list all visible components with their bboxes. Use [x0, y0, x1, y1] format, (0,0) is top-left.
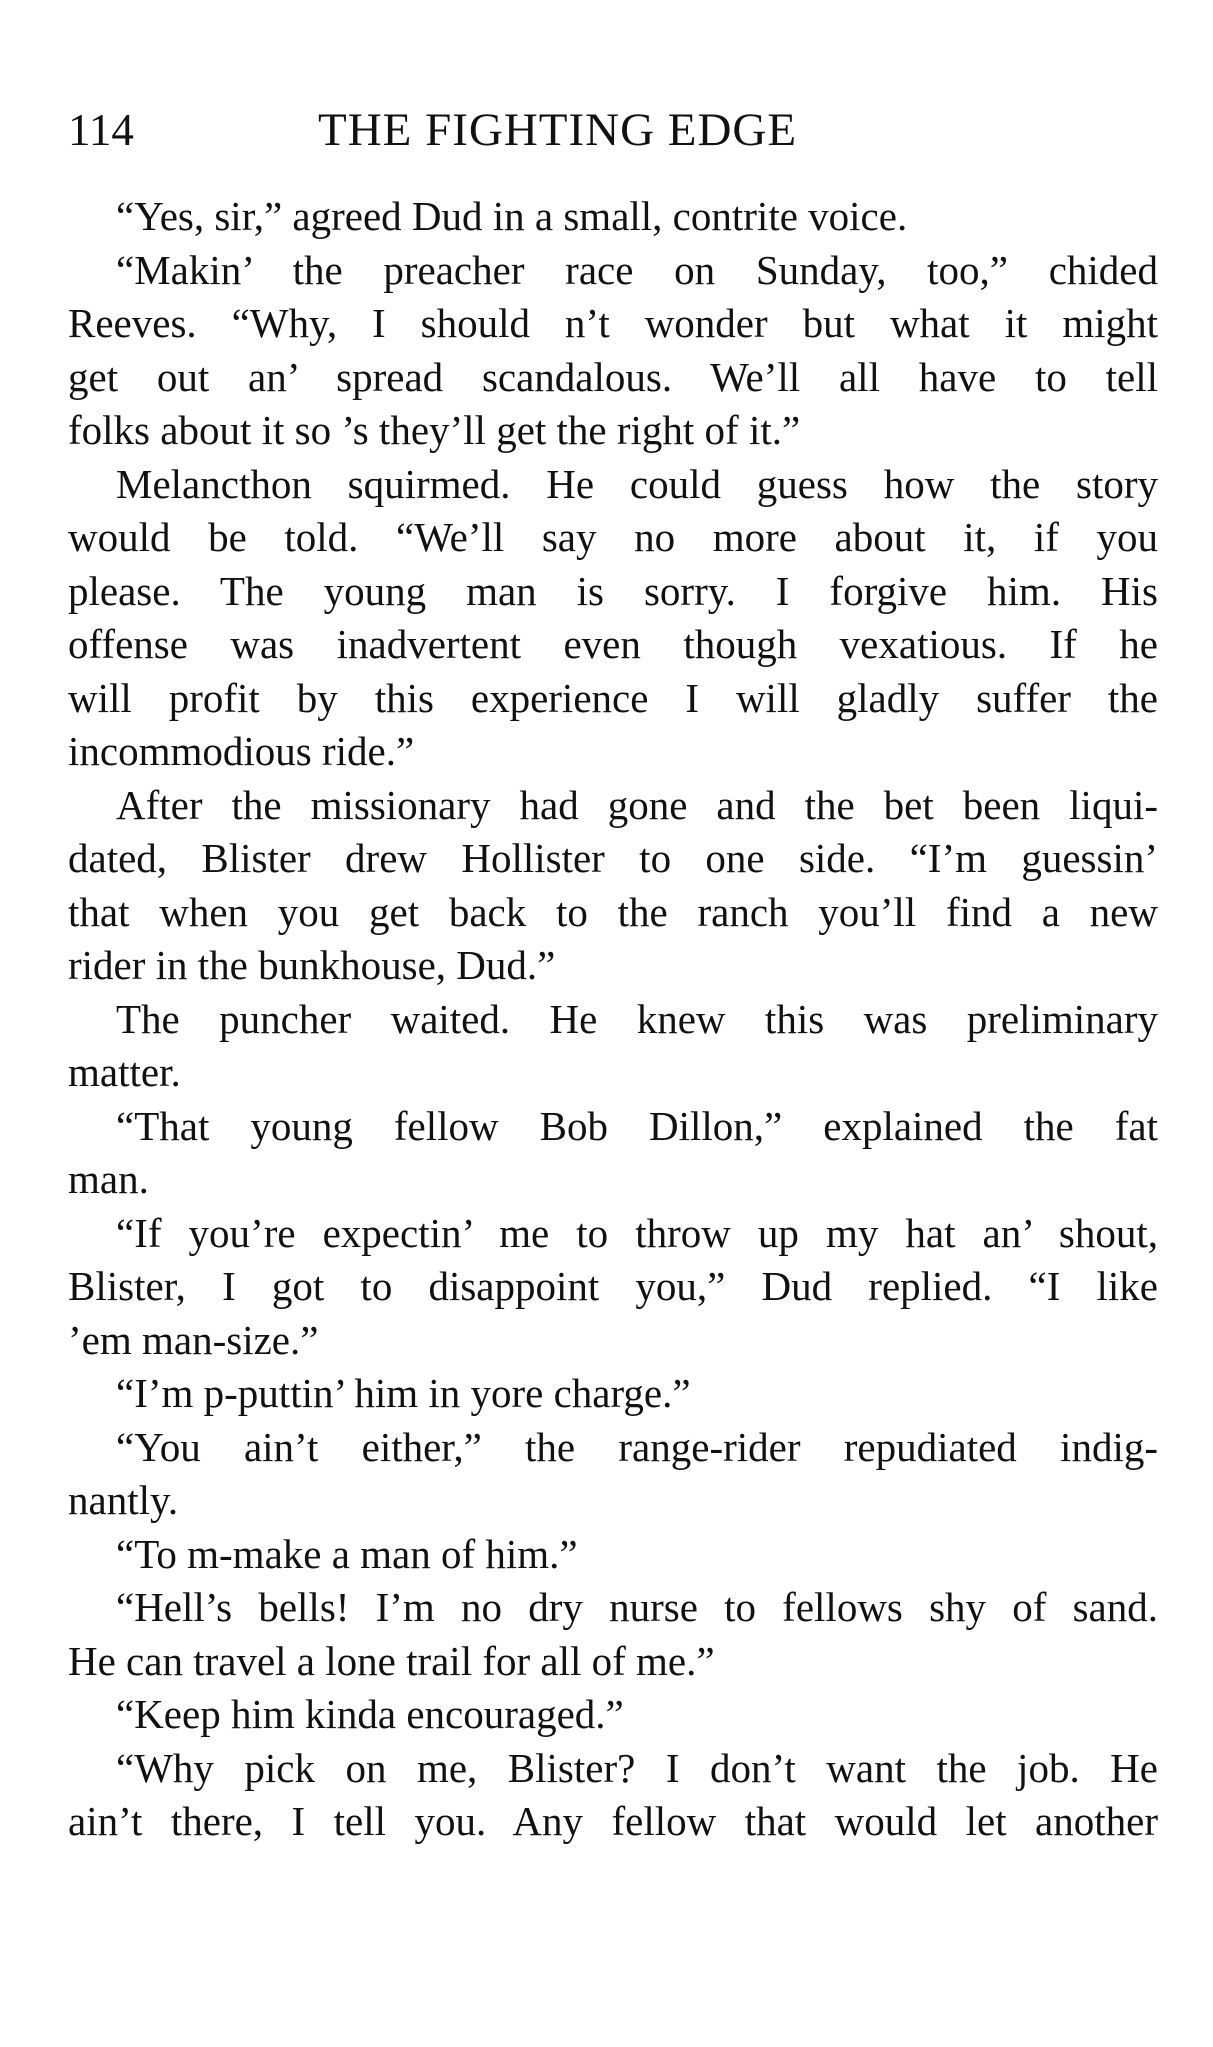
text-line: offense was inadvertent even though vexatious. If he — [68, 621, 1158, 667]
text-line: would be told. “We’ll say no more about it, if you — [68, 514, 1158, 560]
text-line: “Why pick on me, Blister? I don’t want the job. He — [116, 1744, 1158, 1791]
text-line: get out an’ spread scandalous. We’ll all have to tell — [68, 353, 1158, 400]
text-line: He can travel a lone trail for all of me.” — [68, 1637, 715, 1684]
text-line: will profit by this experience I will gladly suffer the — [68, 674, 1158, 721]
text-line: rider in the bunkhouse, Dud.” — [68, 942, 556, 988]
text-line: Reeves. “Why, I should n’t wonder but what it might — [68, 300, 1158, 346]
text-line: “Yes, sir,” agreed Dud in a small, contrite voice. — [116, 193, 908, 239]
text-line: “If you’re expectin’ me to throw up my hat an’ shout, — [116, 1209, 1158, 1256]
text-line: folks about it so ’s they’ll get the right of it.” — [68, 407, 801, 453]
text-line: that when you get back to the ranch you’ll find a new — [68, 888, 1158, 935]
text-line: matter. — [68, 1049, 181, 1095]
text-line: “You ain’t either,” the range-rider repudiated indig- — [116, 1423, 1158, 1470]
text-line: “Keep him kinda encouraged.” — [116, 1691, 624, 1737]
text-line: After the missionary had gone and the bet been liqui- — [116, 781, 1158, 828]
body-text — [68, 190, 1158, 1849]
text-line: “Makin’ the preacher race on Sunday, too,” chided — [116, 246, 1158, 293]
text-line: dated, Blister drew Hollister to one side. “I’m guessin’ — [68, 835, 1158, 881]
text-line: “Hell’s bells! I’m no dry nurse to fellows shy of sand. — [116, 1584, 1158, 1630]
text-line: ain’t there, I tell you. Any fellow that would let another — [68, 1798, 1158, 1844]
text-line: The puncher waited. He knew this was preliminary — [116, 995, 1158, 1042]
page-header — [68, 95, 1158, 165]
text-line: Melancthon squirmed. He could guess how the story — [116, 460, 1158, 507]
text-line: Blister, I got to disappoint you,” Dud replied. “I like — [68, 1263, 1158, 1309]
text-line: ’em man-size.” — [68, 1316, 319, 1363]
text-line: please. The young man is sorry. I forgive him. His — [68, 567, 1158, 614]
page-number: 114 — [68, 105, 134, 155]
text-line: “To m-make a man of him.” — [116, 1530, 578, 1577]
text-line: incommodious ride.” — [68, 728, 415, 774]
running-title: THE FIGHTING EDGE — [318, 104, 798, 156]
text-line: nantly. — [68, 1477, 179, 1523]
text-line: “That young fellow Bob Dillon,” explained the fat — [116, 1102, 1158, 1149]
text-line: “I’m p-puttin’ him in yore charge.” — [116, 1370, 691, 1416]
text-line: man. — [68, 1156, 149, 1202]
